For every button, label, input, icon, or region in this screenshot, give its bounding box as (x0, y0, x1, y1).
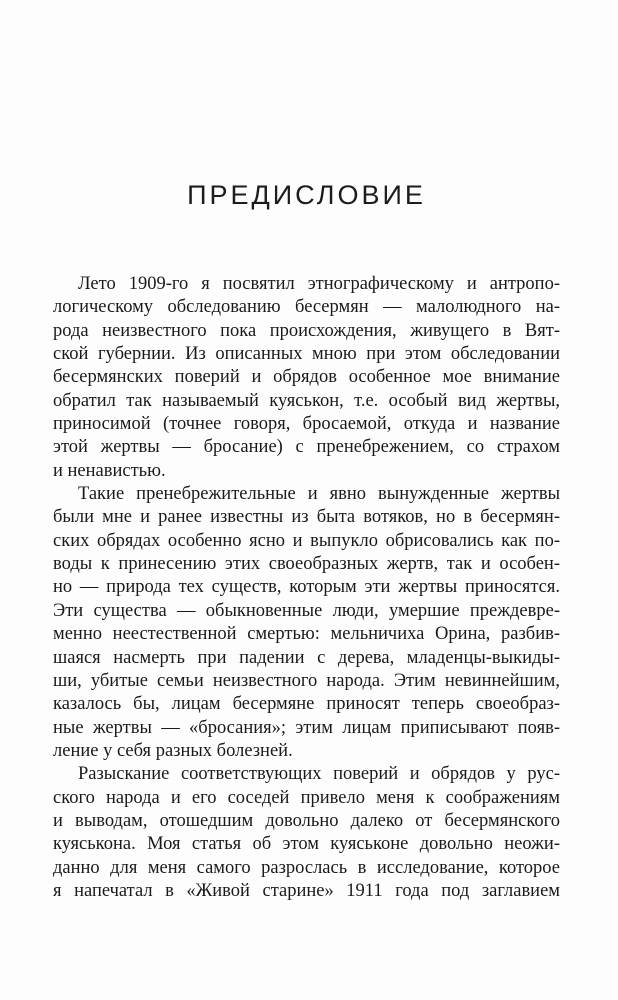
text-line: бесермянских поверий и обрядов особенное мое внимание (53, 367, 560, 388)
text-line: и выводам, отошедшим довольно далеко от бесермянского (53, 810, 560, 831)
text-line: я напечатал в «Живой старине» 1911 года под заглавием (53, 880, 560, 901)
text-line: были мне и ранее известны из быта вотяков, но в бесермян- (53, 507, 560, 528)
text-line: менно неестественной смертью: мельничиха Орина, разбив- (53, 624, 560, 645)
text-line: ление у себя разных болезней. (53, 740, 293, 761)
paragraph (53, 483, 560, 763)
text-line: но — природа тех существ, которым эти жертвы приносятся. (53, 577, 560, 598)
text-line: воды к принесению этих своеобразных жертв, так и особен- (53, 554, 560, 575)
body-text (53, 273, 560, 903)
text-line: приносимой (точнее говоря, бросаемой, откуда и название (53, 414, 560, 435)
chapter-title: ПРЕДИСЛОВИЕ (187, 180, 426, 210)
text-line: ской губернии. Из описанных мною при этом обследовании (53, 344, 560, 365)
text-line: Эти существа — обыкновенные люди, умершие преждевре- (53, 600, 560, 621)
paragraph (53, 273, 560, 483)
text-line: Лето 1909-го я посвятил этнографическому и антропо- (78, 274, 560, 294)
text-line: ских обрядах особенно ясно и выпукло обрисовались как по- (53, 530, 560, 551)
text-line: ные жертвы — «бросания»; этим лицам приписывают появ- (53, 717, 560, 738)
text-line: Разыскание соответствующих поверий и обрядов у рус- (78, 764, 560, 785)
text-line: обратил так называемый куяськон, т.е. особый вид жертвы, (53, 390, 560, 411)
text-line: Такие пренебрежительные и явно вынужденные жертвы (78, 484, 560, 505)
text-line: данно для меня самого разрослась в исследование, которое (53, 857, 560, 878)
text-line: и ненавистью. (53, 460, 166, 481)
text-line: ского народа и его соседей привело меня к соображениям (53, 787, 560, 808)
paragraph (53, 763, 560, 903)
text-line: рода неизвестного пока происхождения, живущего в Вят- (53, 320, 560, 341)
text-line: логическому обследованию бесермян — малолюдного на- (53, 297, 560, 318)
text-line: ши, убитые семьи неизвестного народа. Этим невиннейшим, (53, 670, 560, 691)
text-line: казалось бы, лицам бесермяне приносят теперь своеобраз- (53, 694, 560, 715)
text-line: куяськона. Моя статья об этом куяськоне довольно неожи- (53, 834, 560, 855)
text-line: этой жертвы — бросание) с пренебрежением, со страхом (53, 437, 560, 458)
text-line: шаяся насмерть при падении с дерева, младенцы-выкиды- (53, 647, 560, 668)
